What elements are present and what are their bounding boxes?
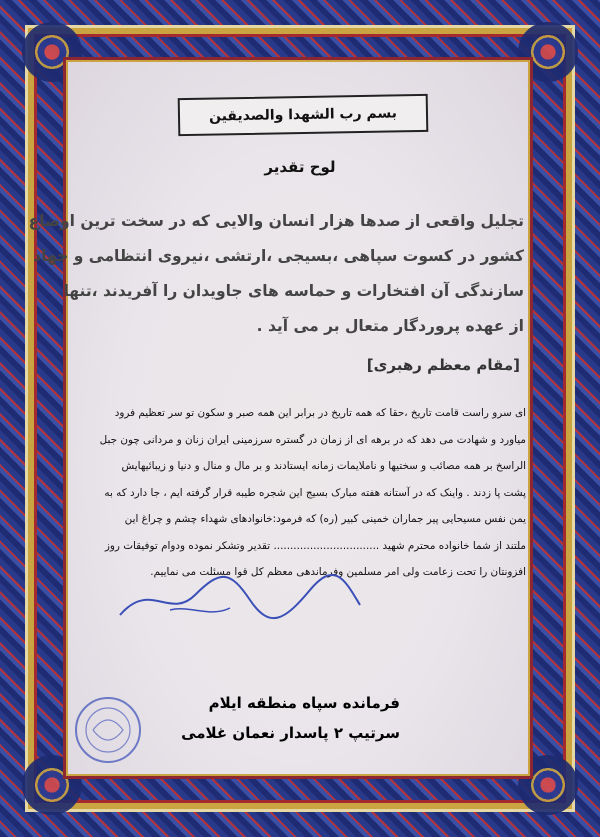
quote-source: [مقام معظم رهبری] [366, 356, 520, 374]
body-line: ملتند از شما خانواده محترم شهید ................................ تقدیر وتشکر نموده ودوام توفیقات روز [104, 539, 526, 552]
body-line: پشت پا زدند . واینک که در آستانه هفته مبارک بسیج این شجره طیبه قرار گرفته ایم ، جا دارد که به [104, 486, 526, 499]
quote-line: سازندگی آن افتخارات و حماسه های جاویدان را آفریدند ،تنها [63, 282, 524, 300]
certificate-title: لوح تقدیر [264, 158, 336, 176]
commander-name: سرتیپ ۲ پاسدار نعمان غلامی [181, 724, 400, 742]
certificate-body [74, 400, 526, 586]
body-line: افزونتان را تحت زعامت ولی امر مسلمین وفرماندهی معظم کل قوا مسئلت می نماییم. [150, 566, 526, 578]
quote-line: کشور در کسوت سپاهی ،بسیجی ،ارتشی ،نیروی انتظامی و جهاد [33, 247, 524, 265]
quote-line: از عهده پروردگار متعال بر می آید . [256, 317, 524, 335]
quote-line: تجلیل واقعی از صدها هزار انسان والایی که در سخت ترین اوضاع [28, 212, 524, 230]
commander-signature-block [90, 688, 400, 748]
body-line: یمن نفس مسیحایی پیر جماران خمینی کبیر (ره) که فرمود:خانوادهای شهداء چشم و چراغ این [124, 513, 526, 525]
handwritten-signature [110, 560, 370, 630]
body-line: ای سرو راست قامت تاریخ ،حقا که همه تاریخ در برابر این همه صبر و سکون تو سر تعظیم فرود [114, 407, 526, 419]
commander-title: فرمانده سپاه منطقه ایلام [208, 694, 400, 712]
leader-quote [28, 204, 524, 344]
body-line: میاورد و شهادت می دهد که در برهه ای از زمان در گستره سرزمینی ایران زنان و مردانی چون جبل [99, 433, 526, 446]
body-line: الراسخ بر همه مصائب و سختیها و ناملایمات زمانه ایستادند و بر مال و منال و دنیا و زیبائیهایش [121, 460, 526, 472]
bismillah-banner: بسم رب الشهدا والصدیقین [178, 94, 429, 136]
